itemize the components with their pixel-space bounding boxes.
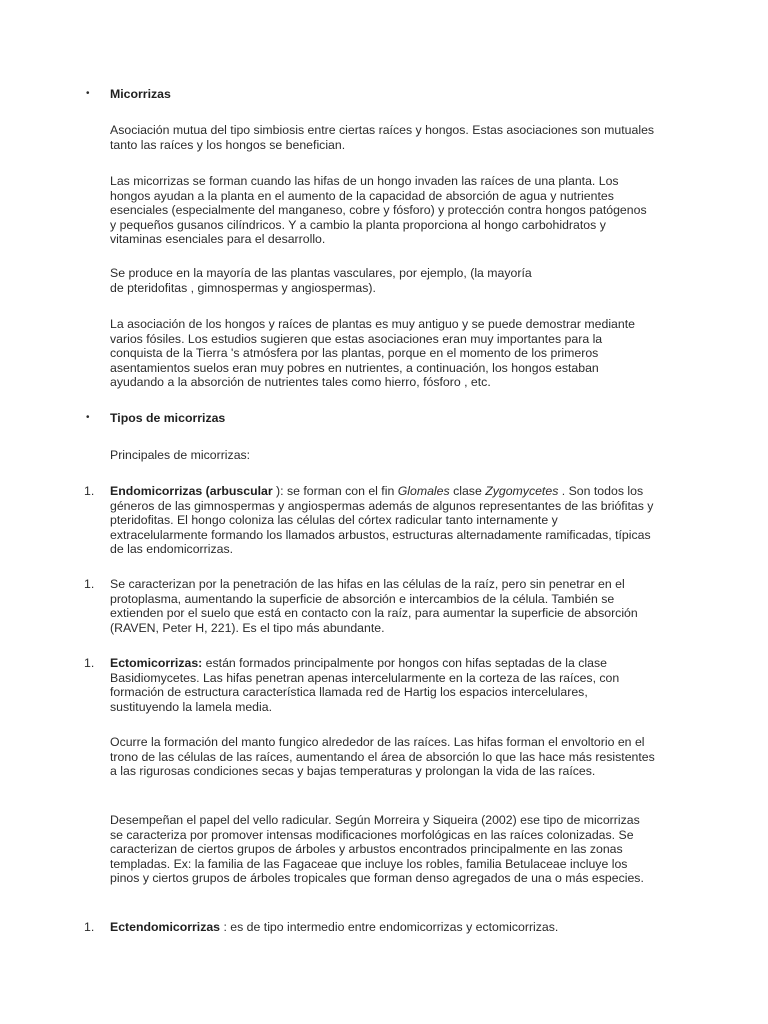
taxon-name: Glomales (397, 484, 450, 498)
item-text: ): se forman con el fin (272, 484, 398, 498)
list-item-ectendomicorrizas (110, 920, 670, 935)
paragraph-definicion: Asociación mutua del tipo simbiosis entre ciertas raíces y hongos. Estas asociaciones son mutuales tanto las raíces y los hongos se benefician. (110, 123, 655, 152)
paragraph-plantas-vasculares (110, 266, 670, 295)
paragraph-fosiles: La asociación de los hongos y raíces de plantas es muy antiguo y se puede demostrar mediante varios fósiles. Los estudios sugieren que estas asociaciones eran muy importantes para la conquista de la Tierra 's atmósfera por las plantas, porque en el momento de los primeros asentamientos suelos eran muy pobres en nutrientes, a continuación, los hongos estaban ayudando a la absorción de nutrientes tales como hierro, fósforo , etc. (110, 317, 635, 390)
bullet-marker: • (86, 412, 90, 423)
item-title: Ectendomicorrizas (110, 920, 221, 934)
paragraph-line: de pteridofitas , gimnospermas y angiospermas). (110, 280, 376, 295)
item-title: Ectomicorrizas: (110, 656, 203, 670)
section-heading-micorrizas (110, 87, 670, 102)
list-item-ectomicorrizas (110, 656, 655, 714)
bullet-marker: • (86, 88, 90, 99)
list-item-endomicorrizas (110, 484, 655, 557)
paragraph-formacion: Las micorrizas se forman cuando las hifas de un hongo invaden las raíces de una planta. Los hongos ayudan a la planta en el aumento de la capacidad de absorción de agua y nutrientes esenciales (especialmente del manganeso, cobre y fósforo) y protección contra hongos patógenos y pequeños gusanos cilíndricos. Y a cambio la planta proporciona al hongo carbohidratos y vitaminas esenciales para el desarrollo. (110, 174, 647, 247)
paragraph-line: Se produce en la mayoría de las plantas vasculares, por ejemplo, (la mayoría (110, 266, 532, 280)
section-heading-tipos (110, 411, 670, 426)
list-number: 1. (84, 920, 95, 934)
paragraph-vello-radicular: Desempeñan el papel del vello radicular. Según Morreira y Siqueira (2002) ese tipo de micorrizas se caracteriza por promover intensas modificaciones morfológicas en las raíces colonizadas. Se caracterizan de ciertos grupos de árboles y arbustos encontrados principalmente en las zonas templadas. Ex: la familia de las Fagaceae que incluye los robles, familia Betulaceae incluye los pinos y ciertos grupos de árboles tropicales que forman denso agregados de una o más especies. (110, 813, 644, 886)
item-text: : es de tipo intermedio entre endomicorrizas y ectomicorrizas. (220, 920, 559, 934)
item-text: están formados principalmente por hongos con hifas septadas de la clase Basidiomycetes. Las hifas penetran apenas intercelularmente en la corteza de las raíces, con formación de estructura característica llamada red de Hartig los espacios intercelulares, sustituyendo la lamela media. (110, 656, 620, 714)
paragraph-principales: Principales de micorrizas: (110, 448, 251, 462)
list-number: 1. (84, 484, 95, 498)
paragraph-manto-fungico: Ocurre la formación del manto fungico alrededor de las raíces. Las hifas forman el envoltorio en el trono de las células de las raíces, aumentando el área de absorción lo que las hace más resistentes a las rigurosas condiciones secas y bajas temperaturas y prolongan la vida de las raíces. (110, 735, 655, 779)
item-text: clase (449, 484, 486, 498)
heading-text: Tipos de micorrizas (110, 411, 226, 425)
heading-text: Micorrizas (110, 87, 171, 101)
taxon-name: Zygomycetes (485, 484, 559, 498)
list-item-penetracion: Se caracterizan por la penetración de las hifas en las células de la raíz, pero sin penetrar en el protoplasma, aumentando la superficie de absorción e intercambios de la célula. También se extienden por el suelo que está en contacto con la raíz, para aumentar la superficie de absorción (RAVEN, Peter H, 221). Es el tipo más abundante. (110, 577, 638, 635)
list-number: 1. (84, 656, 95, 670)
item-title: Endomicorrizas (arbuscular (110, 484, 273, 498)
item-text: . Son todos los géneros de las gimnospermas y angiospermas además de algunos representantes de las briófitas y pteridofitas. El hongo coloniza las células del córtex radicular tanto internamente y extracelularmente formando los llamados arbustos, estructuras alternadamente ramificadas, típicas de las endomicorrizas. (110, 484, 654, 557)
list-number: 1. (84, 577, 95, 591)
